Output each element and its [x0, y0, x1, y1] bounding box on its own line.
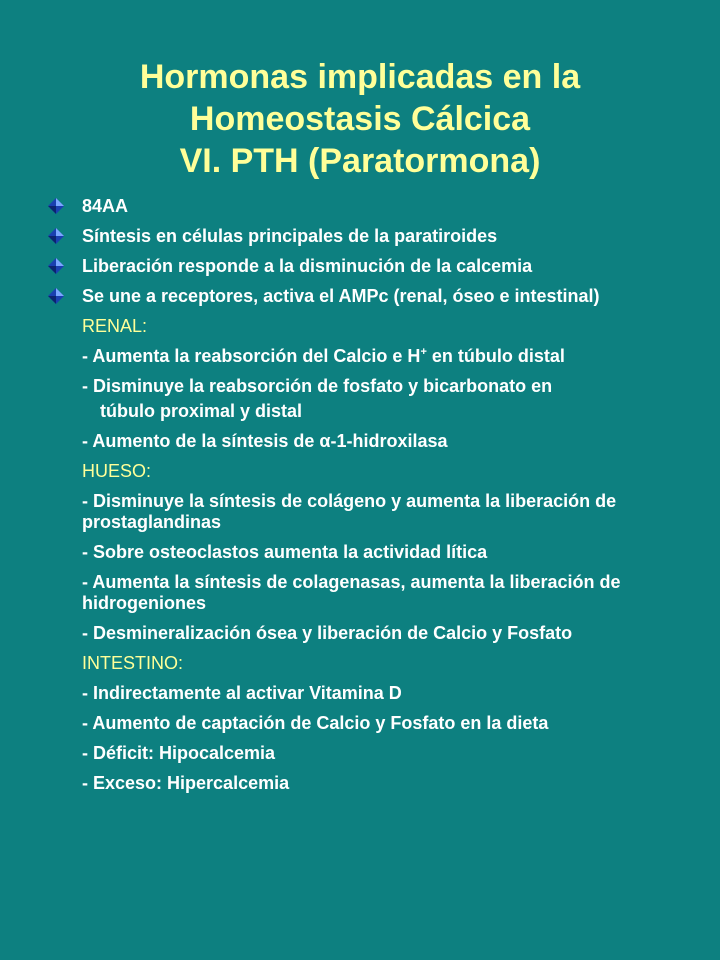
section-heading-renal: RENAL:	[82, 316, 148, 336]
bullet-item	[82, 196, 692, 217]
bullet-item	[82, 286, 692, 307]
renal-item-text: - Aumenta la reabsorción del Calcio e H	[82, 346, 421, 366]
renal-item	[82, 376, 692, 397]
bullet-text: Síntesis en células principales de la paratiroides	[82, 226, 498, 246]
title-line-2: Homeostasis Cálcica	[189, 100, 531, 138]
bullet-text: Liberación responde a la disminución de la calcemia	[82, 256, 533, 276]
title-line-1: Hormonas implicadas en la	[139, 58, 581, 96]
bullet-text: Se une a receptores, activa el AMPc (renal, óseo e intestinal)	[82, 286, 600, 306]
renal-item-text: - Disminuye la reabsorción de fosfato y bicarbonato en	[82, 376, 553, 396]
intestino-item: - Indirectamente al activar Vitamina D	[82, 683, 402, 703]
diamond-bullet-icon	[48, 288, 64, 304]
diamond-bullet-icon	[48, 258, 64, 274]
renal-item	[82, 346, 692, 367]
hueso-item: - Desmineralización ósea y liberación de Calcio y Fosfato	[82, 623, 573, 643]
section-heading-intestino: INTESTINO:	[82, 653, 184, 673]
title-line-3: VI. PTH (Paratormona)	[179, 142, 541, 180]
intestino-item: - Exceso: Hipercalcemia	[82, 773, 290, 793]
renal-item: - Aumento de la síntesis de α-1-hidroxilasa	[82, 431, 448, 451]
diamond-bullet-icon	[48, 228, 64, 244]
slide-body	[82, 196, 692, 803]
hueso-item: - Disminuye la síntesis de colágeno y aumenta la liberación de prostaglandinas	[82, 491, 617, 532]
intestino-item: - Aumento de captación de Calcio y Fosfato en la dieta	[82, 713, 549, 733]
slide-title	[0, 56, 720, 182]
hueso-item: - Sobre osteoclastos aumenta la actividad lítica	[82, 542, 488, 562]
intestino-item: - Déficit: Hipocalcemia	[82, 743, 276, 763]
bullet-text: 84AA	[82, 196, 129, 216]
bullet-item	[82, 256, 692, 277]
renal-item-text-cont: en túbulo distal	[426, 346, 565, 366]
diamond-bullet-icon	[48, 198, 64, 214]
renal-item-continuation: túbulo proximal y distal	[100, 401, 303, 421]
bullet-item	[82, 226, 692, 247]
hueso-item: - Aumenta la síntesis de colagenasas, aumenta la liberación de hidrogeniones	[82, 572, 621, 613]
superscript-plus: +	[420, 346, 427, 358]
section-heading-hueso: HUESO:	[82, 461, 152, 481]
